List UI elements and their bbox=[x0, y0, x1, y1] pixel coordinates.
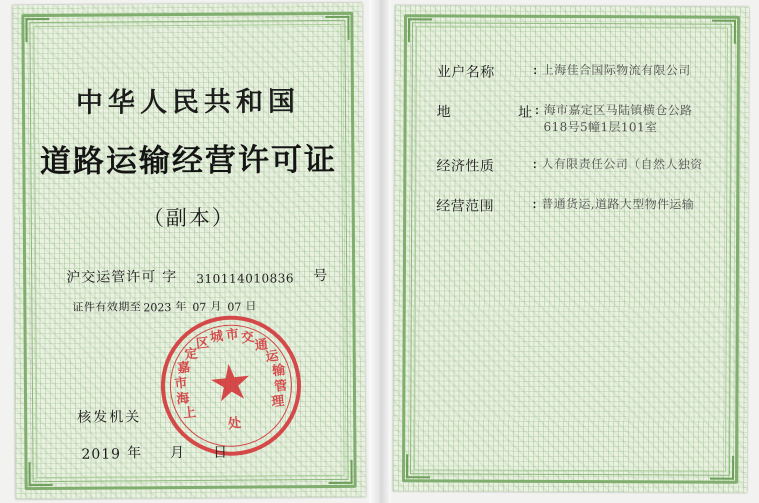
field-colon: : bbox=[532, 155, 538, 172]
field-row bbox=[437, 61, 713, 82]
validity-day-unit: 日 bbox=[245, 299, 257, 313]
field-label-business-name: 业户名称 bbox=[436, 64, 495, 81]
field-colon: : bbox=[532, 195, 537, 212]
validity-day-value: 07 bbox=[227, 300, 242, 314]
field-value-address-line2: 618号5幢1层101室 bbox=[543, 119, 658, 135]
seal-ring-text: 上 海 市 嘉 定 区 城 市 交 通 运 输 管 理 bbox=[173, 327, 289, 422]
field-colon: : bbox=[534, 101, 540, 118]
issue-date-row bbox=[81, 442, 228, 463]
official-seal bbox=[154, 308, 309, 463]
validity-year-unit: 年 bbox=[175, 300, 187, 314]
field-label-address-char2: 址 bbox=[518, 104, 533, 121]
validity-month-unit: 月 bbox=[210, 299, 222, 313]
field-value-economic-nature: 人有限责任公司（自然人独资 bbox=[541, 156, 703, 172]
seal-star-icon bbox=[209, 362, 253, 406]
field-value-business-scope: 普通货运,道路大型物件运输 bbox=[541, 196, 695, 212]
field-row bbox=[436, 101, 712, 136]
certificate-left-page bbox=[12, 3, 365, 499]
field-value-address bbox=[543, 102, 712, 137]
issue-year-value: 2019 bbox=[81, 446, 122, 463]
field-list bbox=[436, 61, 713, 236]
issue-month-unit: 月 bbox=[169, 445, 186, 462]
field-label-business-scope: 经营范围 bbox=[436, 198, 495, 215]
field-row bbox=[436, 195, 712, 216]
validity-year-value: 2023 bbox=[143, 301, 172, 315]
validity-month-value: 07 bbox=[192, 300, 207, 314]
validity-label: 证件有效期至 bbox=[72, 300, 142, 314]
field-label-address bbox=[437, 101, 535, 121]
country-title: 中华人民共和国 bbox=[75, 86, 301, 119]
document-subtitle: （副本） bbox=[142, 205, 235, 231]
field-value-business-name: 上海佳合国际物流有限公司 bbox=[541, 62, 691, 78]
field-label-address-char1: 地 bbox=[436, 104, 452, 121]
license-hao-label: 号 bbox=[313, 268, 329, 285]
license-prefix-label: 沪交运管许可 bbox=[66, 269, 157, 286]
license-zi-label: 字 bbox=[162, 269, 178, 286]
seal-bottom-text: 处 bbox=[227, 415, 244, 433]
license-number-value: 310114010836 bbox=[196, 271, 295, 286]
document-title: 道路运输经营许可证 bbox=[39, 141, 337, 181]
issue-year-unit: 年 bbox=[126, 445, 143, 462]
field-row bbox=[436, 155, 712, 176]
field-label-economic-nature: 经济性质 bbox=[436, 158, 495, 175]
certificate-right-page bbox=[393, 5, 749, 493]
left-page-content bbox=[38, 29, 339, 473]
license-number-row bbox=[66, 265, 328, 287]
field-colon: : bbox=[532, 61, 538, 78]
right-page-content bbox=[419, 31, 723, 466]
issue-day-unit: 日 bbox=[212, 444, 229, 461]
issuer-label: 核发机关 bbox=[77, 409, 142, 426]
field-value-address-line1: 海市嘉定区马陆镇横仓公路 bbox=[543, 102, 693, 118]
book-spine bbox=[369, 0, 391, 503]
validity-row bbox=[72, 298, 260, 315]
